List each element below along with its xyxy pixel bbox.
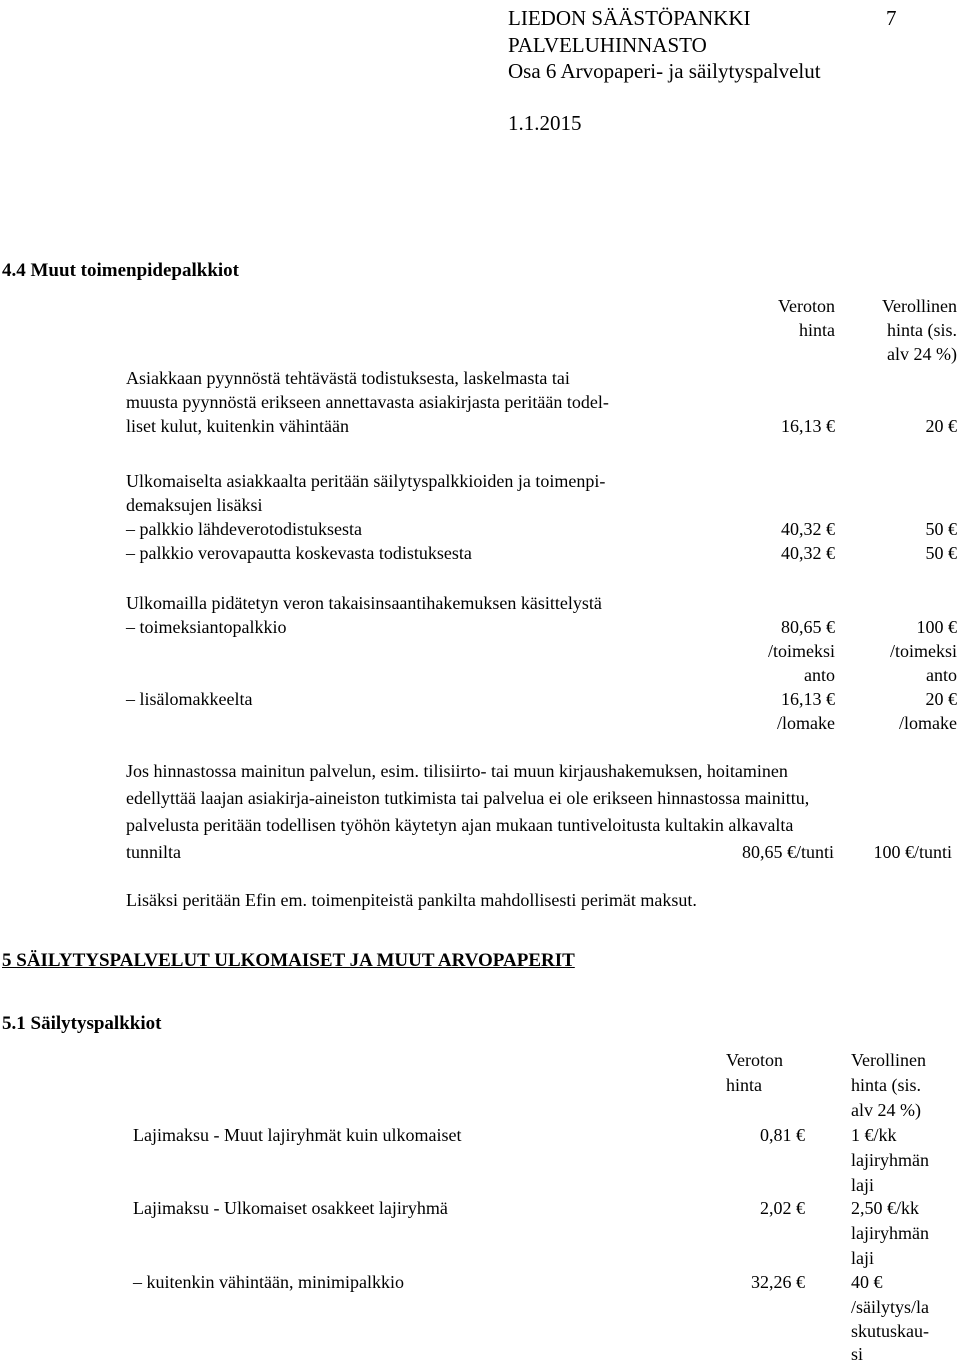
row-label: – palkkio lähdeverotodistuksesta: [126, 519, 362, 539]
row-label: – kuitenkin vähintään, minimipalkkio: [133, 1272, 404, 1292]
col-net-line1: Veroton: [726, 1050, 783, 1070]
price-gross: 100 €/tunti: [873, 842, 952, 862]
item-text-line: Asiakkaan pyynnöstä tehtävästä todistuksesta, laskelmasta tai: [126, 368, 570, 388]
price-net-unit: /lomake: [777, 713, 835, 733]
section-5-title: 5 SÄILYTYSPALVELUT ULKOMAISET JA MUUT ARVOPAPERIT: [2, 950, 575, 971]
price-gross: 100 €: [916, 617, 957, 637]
efi-fees-note: Lisäksi peritään Efin em. toimenpiteistä pankilta mahdollisesti perimät maksut.: [126, 890, 697, 910]
col-net-line2: hinta: [726, 1075, 762, 1095]
item-text-line: demaksujen lisäksi: [126, 495, 263, 515]
price-gross-unit: si: [851, 1344, 864, 1364]
section-4-4-title: 4.4 Muut toimenpidepalkkiot: [2, 260, 240, 281]
paragraph-line: tunnilta: [126, 842, 181, 862]
price-gross-unit: lajiryhmän: [851, 1150, 929, 1170]
page-number: 7: [886, 6, 897, 30]
price-gross: 40 €: [851, 1272, 883, 1292]
price-gross-unit: laji: [851, 1175, 874, 1195]
col-net-line1: Veroton: [778, 296, 835, 316]
item-text-line: muusta pyynnöstä erikseen annettavasta asiakirjasta peritään todel-: [126, 392, 609, 412]
item-text-line: liset kulut, kuitenkin vähintään: [126, 416, 349, 436]
price-gross: 20 €: [925, 689, 957, 709]
price-net: 2,02 €: [760, 1198, 805, 1218]
price-gross: 20 €: [925, 416, 957, 436]
col-gross-line3: alv 24 %): [887, 344, 957, 364]
price-gross-unit: laji: [851, 1248, 874, 1268]
paragraph-line: edellyttää laajan asiakirja-aineiston tutkimista tai palvelua ei ole erikseen hinnastossa mainittu,: [126, 788, 810, 808]
price-net: 40,32 €: [781, 543, 835, 563]
price-net: 40,32 €: [781, 519, 835, 539]
item-text-line: Ulkomaiselta asiakkaalta peritään säilytyspalkkioiden ja toimenpi-: [126, 471, 606, 491]
bank-name: LIEDON SÄÄSTÖPANKKI: [508, 6, 751, 30]
paragraph-line: palvelusta peritään todellisen työhön käytetyn ajan mukaan tuntiveloitusta kultakin alkavalta: [126, 815, 794, 835]
price-gross-unit: /säilytys/la: [851, 1297, 929, 1317]
price-net: 16,13 €: [781, 416, 835, 436]
row-label: – lisälomakkeelta: [126, 689, 253, 709]
col-gross-line2: hinta (sis.: [851, 1075, 921, 1095]
paragraph-line: Jos hinnastossa mainitun palvelun, esim. tilisiirto- tai muun kirjaushakemuksen, hoitaminen: [126, 761, 788, 781]
price-gross-unit: anto: [926, 665, 957, 685]
document-title: PALVELUHINNASTO: [508, 33, 707, 57]
document-date: 1.1.2015: [508, 111, 582, 135]
row-label: – toimeksiantopalkkio: [126, 617, 287, 637]
price-gross-unit: skutuskau-: [851, 1321, 929, 1341]
price-gross-unit: /toimeksi: [890, 641, 957, 661]
col-gross-line1: Verollinen: [882, 296, 957, 316]
price-gross: 2,50 €/kk: [851, 1198, 920, 1218]
col-net-line2: hinta: [799, 320, 835, 340]
price-net-unit: /toimeksi: [768, 641, 835, 661]
col-gross-line2: hinta (sis.: [887, 320, 957, 340]
price-gross: 50 €: [925, 519, 957, 539]
document-section: Osa 6 Arvopaperi- ja säilytyspalvelut: [508, 59, 821, 83]
price-gross: 50 €: [925, 543, 957, 563]
price-net: 32,26 €: [751, 1272, 805, 1292]
price-gross-unit: lajiryhmän: [851, 1223, 929, 1243]
row-label: Lajimaksu - Muut lajiryhmät kuin ulkomaiset: [133, 1125, 462, 1145]
section-5-1-title: 5.1 Säilytyspalkkiot: [2, 1013, 162, 1034]
row-label: Lajimaksu - Ulkomaiset osakkeet lajiryhmä: [133, 1198, 448, 1218]
price-net: 0,81 €: [760, 1125, 805, 1145]
item-text-line: Ulkomailla pidätetyn veron takaisinsaantihakemuksen käsittelystä: [126, 593, 602, 613]
col-gross-line1: Verollinen: [851, 1050, 926, 1070]
row-label: – palkkio verovapautta koskevasta todistuksesta: [126, 543, 472, 563]
price-gross: 1 €/kk: [851, 1125, 897, 1145]
price-net: 80,65 €/tunti: [741, 842, 834, 862]
price-net: 16,13 €: [781, 689, 835, 709]
price-net: 80,65 €: [781, 617, 835, 637]
col-gross-line3: alv 24 %): [851, 1100, 921, 1120]
price-gross-unit: /lomake: [899, 713, 957, 733]
price-net-unit: anto: [804, 665, 835, 685]
